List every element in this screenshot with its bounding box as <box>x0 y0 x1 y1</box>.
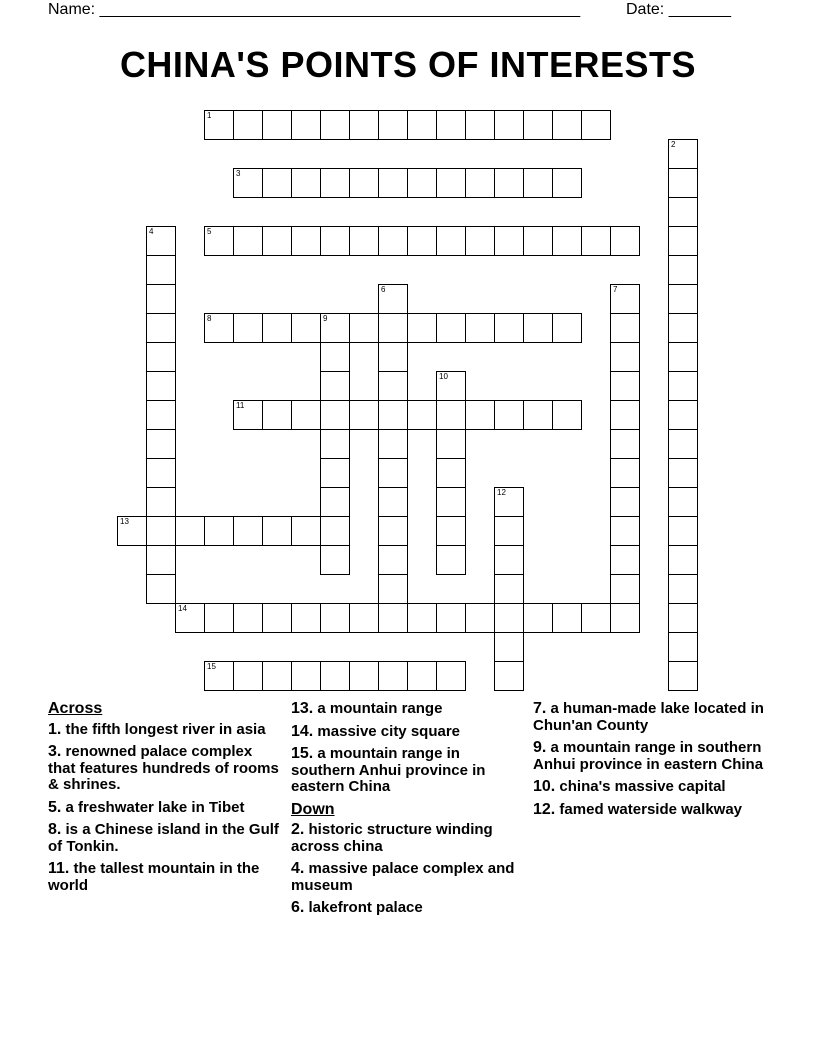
clue-across-11 <box>48 861 280 894</box>
crossword-cell[interactable] <box>146 458 176 488</box>
crossword-cell[interactable] <box>320 487 350 517</box>
name-field[interactable]: Name: ______________________________________________________ <box>48 1 581 18</box>
crossword-cell[interactable] <box>291 603 321 633</box>
clue-number: 11. <box>48 860 70 877</box>
crossword-cell[interactable] <box>436 429 466 459</box>
crossword-cell[interactable] <box>378 168 408 198</box>
cell-number: 8 <box>207 314 212 323</box>
crossword-cell[interactable] <box>291 661 321 691</box>
clue-number: 6. <box>291 899 305 916</box>
crossword-cell[interactable] <box>494 400 524 430</box>
cell-number: 9 <box>323 314 328 323</box>
clue-down-12 <box>533 802 773 819</box>
clue-text: renowned palace complex that features hundreds of rooms & shrines. <box>48 743 279 793</box>
crossword-cell[interactable] <box>291 313 321 343</box>
crossword-cell[interactable] <box>146 226 176 256</box>
crossword-cell[interactable] <box>233 168 263 198</box>
crossword-cell[interactable] <box>262 603 292 633</box>
crossword-cell[interactable] <box>378 429 408 459</box>
crossword-cell[interactable] <box>436 661 466 691</box>
clue-number: 5. <box>48 798 62 816</box>
crossword-cell[interactable] <box>262 110 292 140</box>
crossword-cell[interactable] <box>494 603 524 633</box>
clue-down-10 <box>533 779 773 796</box>
crossword-cell[interactable] <box>378 342 408 372</box>
crossword-cell[interactable] <box>320 313 350 343</box>
crossword-cell[interactable] <box>146 516 176 546</box>
crossword-cell[interactable] <box>349 110 379 140</box>
clue-text: massive city square <box>317 722 461 740</box>
crossword-cell[interactable] <box>668 632 698 662</box>
clue-across-3 <box>48 744 280 794</box>
clue-down-4 <box>291 861 525 894</box>
crossword-cell[interactable] <box>204 226 234 256</box>
clue-across-14 <box>291 724 525 741</box>
crossword-cell[interactable] <box>668 226 698 256</box>
crossword-cell[interactable] <box>320 516 350 546</box>
crossword-cell[interactable] <box>407 603 437 633</box>
crossword-cell[interactable] <box>668 545 698 575</box>
crossword-cell[interactable] <box>204 516 234 546</box>
crossword-cell[interactable] <box>668 516 698 546</box>
crossword-cell[interactable] <box>233 603 263 633</box>
crossword-cell[interactable] <box>581 603 611 633</box>
crossword-cell[interactable] <box>668 139 698 169</box>
crossword-cell[interactable] <box>320 400 350 430</box>
clue-text: a human-made lake located in Chun'an County <box>533 700 764 734</box>
clue-text: a mountain range in southern Anhui province in eastern China <box>533 739 764 773</box>
crossword-cell[interactable] <box>465 168 495 198</box>
crossword-cell[interactable] <box>523 226 553 256</box>
crossword-cell[interactable] <box>233 313 263 343</box>
crossword-cell[interactable] <box>494 226 524 256</box>
crossword-cell[interactable] <box>407 110 437 140</box>
crossword-cell[interactable] <box>320 429 350 459</box>
crossword-cell[interactable] <box>668 661 698 691</box>
crossword-cell[interactable] <box>610 487 640 517</box>
crossword-cell[interactable] <box>610 226 640 256</box>
crossword-cell[interactable] <box>378 400 408 430</box>
crossword-cell[interactable] <box>494 545 524 575</box>
crossword-cell[interactable] <box>320 226 350 256</box>
crossword-cell[interactable] <box>291 168 321 198</box>
crossword-cell[interactable] <box>204 603 234 633</box>
crossword-cell[interactable] <box>494 632 524 662</box>
crossword-cell[interactable] <box>668 400 698 430</box>
crossword-cell[interactable] <box>523 110 553 140</box>
crossword-cell[interactable] <box>465 313 495 343</box>
crossword-cell[interactable] <box>436 458 466 488</box>
clue-number: 12. <box>533 800 556 818</box>
clue-text: a mountain range <box>317 700 443 717</box>
crossword-cell[interactable] <box>175 603 205 633</box>
clue-text: china's massive capital <box>559 778 726 795</box>
cell-number: 2 <box>671 140 676 149</box>
crossword-cell[interactable] <box>668 342 698 372</box>
crossword-cell[interactable] <box>436 400 466 430</box>
clue-down-6 <box>291 900 525 917</box>
crossword-cell[interactable] <box>436 545 466 575</box>
crossword-cell[interactable] <box>378 545 408 575</box>
page-title: CHINA'S POINTS OF INTERESTS <box>119 44 697 85</box>
crossword-cell[interactable] <box>436 313 466 343</box>
crossword-cell[interactable] <box>465 400 495 430</box>
crossword-cell[interactable] <box>610 371 640 401</box>
crossword-cell[interactable] <box>436 516 466 546</box>
cell-number: 13 <box>120 517 129 526</box>
crossword-cell[interactable] <box>552 110 582 140</box>
crossword-cell[interactable] <box>552 603 582 633</box>
crossword-cell[interactable] <box>320 661 350 691</box>
crossword-cell[interactable] <box>465 110 495 140</box>
clue-text: historic structure winding across china <box>291 821 493 855</box>
crossword-cell[interactable] <box>407 168 437 198</box>
crossword-cell[interactable] <box>262 168 292 198</box>
crossword-cell[interactable] <box>262 226 292 256</box>
crossword-cell[interactable] <box>436 487 466 517</box>
crossword-cell[interactable] <box>291 226 321 256</box>
crossword-cell[interactable] <box>204 313 234 343</box>
crossword-cell[interactable] <box>581 226 611 256</box>
crossword-cell[interactable] <box>349 603 379 633</box>
crossword-cell[interactable] <box>378 226 408 256</box>
crossword-cell[interactable] <box>146 313 176 343</box>
clues-column-1 <box>48 701 280 900</box>
clue-number: 14. <box>291 722 314 740</box>
cell-number: 14 <box>178 604 187 613</box>
cell-number: 4 <box>149 227 154 236</box>
crossword-cell[interactable] <box>320 545 350 575</box>
clue-text: the fifth longest river in asia <box>65 720 266 738</box>
cell-number: 3 <box>236 169 241 178</box>
crossword-cell[interactable] <box>668 603 698 633</box>
clue-number: 8. <box>48 821 62 838</box>
crossword-cell[interactable] <box>262 313 292 343</box>
crossword-cell[interactable] <box>320 603 350 633</box>
cell-number: 6 <box>381 285 386 294</box>
crossword-cell[interactable] <box>146 400 176 430</box>
crossword-cell[interactable] <box>581 110 611 140</box>
crossword-cell[interactable] <box>320 371 350 401</box>
clues-column-2 <box>291 701 525 923</box>
crossword-cell[interactable] <box>494 516 524 546</box>
crossword-cell[interactable] <box>668 574 698 604</box>
crossword-cell[interactable] <box>610 516 640 546</box>
clue-across-1 <box>48 722 280 739</box>
crossword-cell[interactable] <box>668 429 698 459</box>
clue-text: a mountain range in southern Anhui province in eastern China <box>291 745 486 795</box>
clue-text: famed waterside walkway <box>559 800 743 818</box>
crossword-cell[interactable] <box>436 168 466 198</box>
clue-number: 10. <box>533 778 556 795</box>
clue-across-5 <box>48 800 280 817</box>
crossword-cell[interactable] <box>610 545 640 575</box>
crossword-cell[interactable] <box>668 168 698 198</box>
crossword-cell[interactable] <box>378 313 408 343</box>
cell-number: 5 <box>207 227 212 236</box>
crossword-cell[interactable] <box>436 110 466 140</box>
crossword-cell[interactable] <box>320 342 350 372</box>
cell-number: 7 <box>613 285 618 294</box>
clues-column-3 <box>533 701 773 824</box>
clue-number: 2. <box>291 821 305 838</box>
crossword-cell[interactable] <box>378 603 408 633</box>
clue-number: 3. <box>48 743 62 760</box>
clue-number: 1. <box>48 720 62 738</box>
clue-across-15 <box>291 746 525 796</box>
crossword-cell[interactable] <box>204 110 234 140</box>
crossword-cell[interactable] <box>523 400 553 430</box>
crossword-cell[interactable] <box>668 284 698 314</box>
crossword-cell[interactable] <box>233 110 263 140</box>
crossword-cell[interactable] <box>146 487 176 517</box>
crossword-cell[interactable] <box>494 168 524 198</box>
crossword-cell[interactable] <box>146 545 176 575</box>
crossword-cell[interactable] <box>610 313 640 343</box>
crossword-cell[interactable] <box>349 661 379 691</box>
crossword-cell[interactable] <box>523 313 553 343</box>
down-heading: Down <box>291 800 335 818</box>
crossword-cell[interactable] <box>407 313 437 343</box>
crossword-cell[interactable] <box>291 110 321 140</box>
clue-down-2 <box>291 822 525 855</box>
crossword-cell[interactable] <box>494 313 524 343</box>
crossword-cell[interactable] <box>378 458 408 488</box>
crossword-cell[interactable] <box>378 284 408 314</box>
crossword-cell[interactable] <box>262 661 292 691</box>
crossword-cell[interactable] <box>552 226 582 256</box>
crossword-cell[interactable] <box>378 110 408 140</box>
clue-text: lakefront palace <box>308 899 423 916</box>
date-field[interactable]: Date: _______ <box>626 1 731 18</box>
crossword-cell[interactable] <box>378 487 408 517</box>
crossword-cell[interactable] <box>523 603 553 633</box>
clue-number: 4. <box>291 860 305 877</box>
crossword-cell[interactable] <box>233 400 263 430</box>
crossword-cell[interactable] <box>349 168 379 198</box>
crossword-cell[interactable] <box>175 516 205 546</box>
clue-number: 7. <box>533 700 547 717</box>
clue-number: 15. <box>291 745 314 762</box>
crossword-cell[interactable] <box>146 342 176 372</box>
clue-text: the tallest mountain in the world <box>48 860 260 894</box>
clue-across-13 <box>291 701 525 718</box>
crossword-cell[interactable] <box>349 226 379 256</box>
crossword-cell[interactable] <box>610 429 640 459</box>
crossword-cell[interactable] <box>610 458 640 488</box>
crossword-cell[interactable] <box>465 226 495 256</box>
crossword-cell[interactable] <box>552 313 582 343</box>
clue-text: a freshwater lake in Tibet <box>65 798 245 816</box>
clue-text: is a Chinese island in the Gulf of Tonkin. <box>48 821 279 855</box>
crossword-cell[interactable] <box>407 226 437 256</box>
crossword-cell[interactable] <box>146 284 176 314</box>
clue-down-9 <box>533 740 773 773</box>
crossword-cell[interactable] <box>146 371 176 401</box>
crossword-cell[interactable] <box>233 226 263 256</box>
crossword-cell[interactable] <box>436 603 466 633</box>
crossword-cell[interactable] <box>494 110 524 140</box>
crossword-cell[interactable] <box>378 516 408 546</box>
crossword-cell[interactable] <box>465 603 495 633</box>
crossword-cell[interactable] <box>552 168 582 198</box>
cell-number: 15 <box>207 662 216 671</box>
crossword-cell[interactable] <box>610 603 640 633</box>
crossword-cell[interactable] <box>320 110 350 140</box>
crossword-cell[interactable] <box>668 255 698 285</box>
crossword-cell[interactable] <box>320 168 350 198</box>
clue-down-7 <box>533 701 773 734</box>
crossword-cell[interactable] <box>117 516 147 546</box>
cell-number: 10 <box>439 372 448 381</box>
crossword-cell[interactable] <box>233 516 263 546</box>
crossword-cell[interactable] <box>494 574 524 604</box>
crossword-cell[interactable] <box>407 661 437 691</box>
crossword-cell[interactable] <box>291 516 321 546</box>
crossword-cell[interactable] <box>320 458 350 488</box>
clue-number: 9. <box>533 739 547 756</box>
crossword-cell[interactable] <box>610 284 640 314</box>
crossword-cell[interactable] <box>262 400 292 430</box>
crossword-cell[interactable] <box>436 371 466 401</box>
crossword-cell[interactable] <box>349 400 379 430</box>
crossword-cell[interactable] <box>610 574 640 604</box>
crossword-cell[interactable] <box>262 516 292 546</box>
crossword-cell[interactable] <box>146 429 176 459</box>
crossword-cell[interactable] <box>204 661 234 691</box>
cell-number: 11 <box>236 401 245 410</box>
crossword-cell[interactable] <box>407 400 437 430</box>
crossword-cell[interactable] <box>494 487 524 517</box>
crossword-cell[interactable] <box>378 574 408 604</box>
crossword-cell[interactable] <box>668 197 698 227</box>
crossword-cell[interactable] <box>668 487 698 517</box>
crossword-cell[interactable] <box>291 400 321 430</box>
crossword-cell[interactable] <box>436 226 466 256</box>
cell-number: 1 <box>207 111 212 120</box>
crossword-cell[interactable] <box>378 371 408 401</box>
crossword-cell[interactable] <box>349 313 379 343</box>
clue-text: massive palace complex and museum <box>291 860 515 894</box>
across-heading: Across <box>48 700 103 717</box>
crossword-cell[interactable] <box>668 371 698 401</box>
crossword-cell[interactable] <box>233 661 263 691</box>
clue-number: 13. <box>291 700 314 717</box>
cell-number: 12 <box>497 488 506 497</box>
crossword-cell[interactable] <box>146 574 176 604</box>
crossword-cell[interactable] <box>668 458 698 488</box>
clue-across-8 <box>48 822 280 855</box>
crossword-cell[interactable] <box>494 661 524 691</box>
crossword-cell[interactable] <box>610 400 640 430</box>
crossword-cell[interactable] <box>146 255 176 285</box>
crossword-cell[interactable] <box>378 661 408 691</box>
crossword-cell[interactable] <box>610 342 640 372</box>
crossword-cell[interactable] <box>523 168 553 198</box>
crossword-cell[interactable] <box>552 400 582 430</box>
crossword-cell[interactable] <box>668 313 698 343</box>
